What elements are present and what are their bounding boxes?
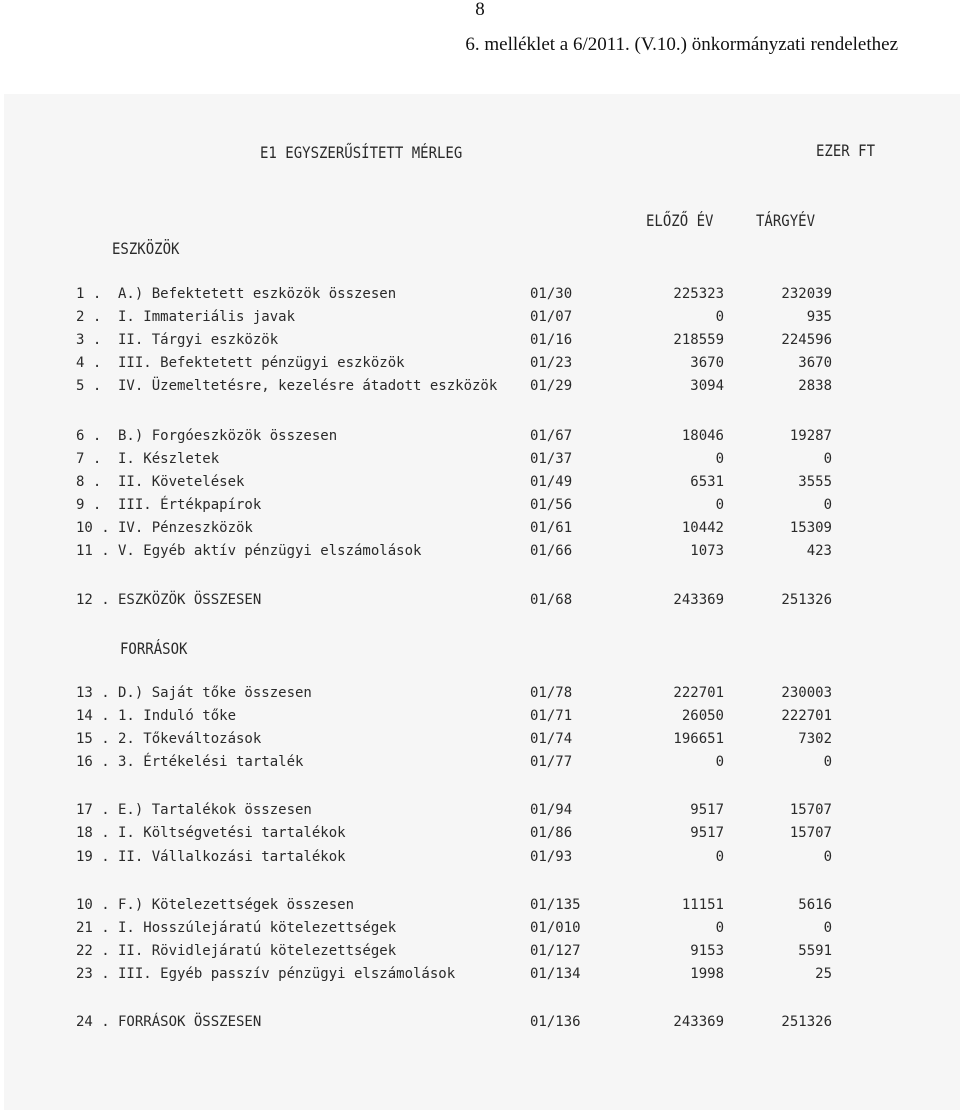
table-row: 19 . II. Vállalkozási tartalékok 01/93 0 0 [76,849,832,865]
column-header-prev-year: ELŐZŐ ÉV [646,212,714,231]
table-row: 2 . I. Immateriális javak 01/07 0 935 [76,309,832,325]
table-row: 9 . III. Értékpapírok 01/56 0 0 [76,497,832,513]
column-header-current-year: TÁRGYÉV [756,212,816,231]
table-row: 22 . II. Rövidlejáratú kötelezettségek 01/127 9153 5591 [76,943,832,959]
table-row: 8 . II. Követelések 01/49 6531 3555 [76,474,832,490]
table-row: 11 . V. Egyéb aktív pénzügyi elszámolások 01/66 1073 423 [76,543,832,559]
table-row: 4 . III. Befektetett pénzügyi eszközök 01/23 3670 3670 [76,355,832,371]
table-row: 14 . 1. Induló tőke 01/71 26050 222701 [76,708,832,724]
table-row: 24 . FORRÁSOK ÖSSZESEN 01/136 243369 251326 [76,1014,832,1030]
table-row: 13 . D.) Saját tőke összesen 01/78 222701 230003 [76,685,832,701]
page-number: 8 [475,0,485,20]
table-row: 1 . A.) Befektetett eszközök összesen 01/30 225323 232039 [76,286,832,302]
table-row: 5 . IV. Üzemeltetésre, kezelésre átadott eszközök 01/29 3094 2838 [76,378,832,394]
sources-heading: FORRÁSOK [120,640,188,659]
table-row: 10 . F.) Kötelezettségek összesen 01/135 11151 5616 [76,897,832,913]
table-row: 21 . I. Hosszúlejáratú kötelezettségek 01/010 0 0 [76,920,832,936]
table-row: 16 . 3. Értékelési tartalék 01/77 0 0 [76,754,832,770]
scanned-balance-sheet [4,94,960,1110]
assets-heading: ESZKÖZÖK [112,240,180,259]
unit-label: EZER FT [816,142,876,161]
table-row: 15 . 2. Tőkeváltozások 01/74 196651 7302 [76,731,832,747]
report-title: E1 EGYSZERŰSÍTETT MÉRLEG [260,144,463,163]
table-row: 18 . I. Költségvetési tartalékok 01/86 9517 15707 [76,825,832,841]
table-row: 10 . IV. Pénzeszközök 01/61 10442 15309 [76,520,832,536]
table-row: 17 . E.) Tartalékok összesen 01/94 9517 15707 [76,802,832,818]
table-row: 6 . B.) Forgóeszközök összesen 01/67 18046 19287 [76,428,832,444]
annex-title: 6. melléklet a 6/2011. (V.10.) önkormányzati rendelethez [465,34,898,55]
table-row: 3 . II. Tárgyi eszközök 01/16 218559 224596 [76,332,832,348]
table-row: 12 . ESZKÖZÖK ÖSSZESEN 01/68 243369 251326 [76,592,832,608]
table-row: 7 . I. Készletek 01/37 0 0 [76,451,832,467]
table-row: 23 . III. Egyéb passzív pénzügyi elszámolások 01/134 1998 25 [76,966,832,982]
